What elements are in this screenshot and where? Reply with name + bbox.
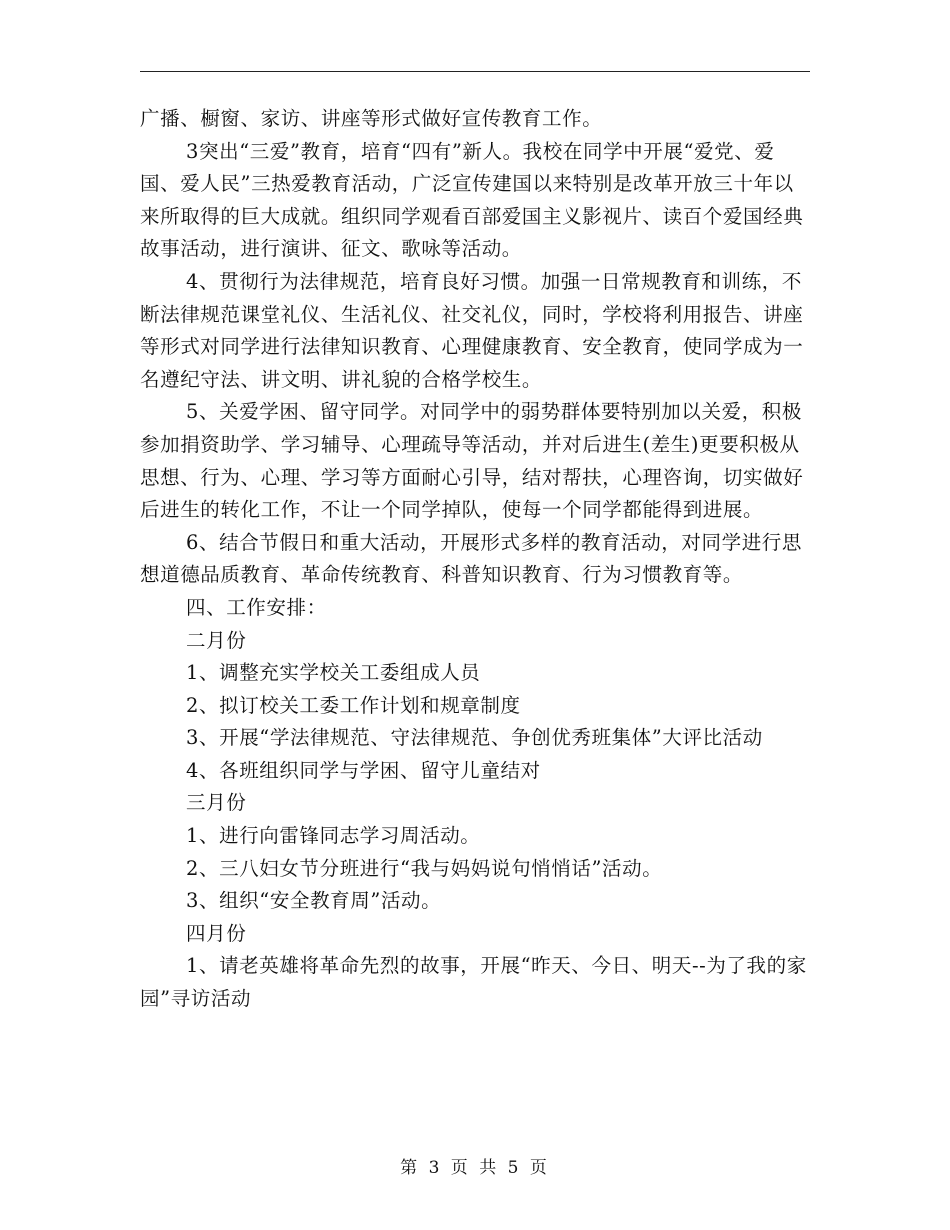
paragraph: 四、工作安排： xyxy=(186,595,327,619)
paragraph: 广播、橱窗、家访、讲座等形式做好宣传教育工作。 xyxy=(140,107,603,130)
paragraph: 3、组织“安全教育周”活动。 xyxy=(186,889,442,913)
paragraph: 3、开展“学法律规范、守法律规范、争创优秀班集体”大评比活动 xyxy=(186,726,763,750)
paragraph: 4、各班组织同学与学困、留守儿童结对 xyxy=(186,758,541,782)
paragraph: 4、贯彻行为法律规范，培育良好习惯。加强一日常规教育和训练，不断法律规范课堂礼仪、生活礼仪、社交礼仪，同时，学校将利用报告、讲座等形式对同学进行法律知识教育、心理健康教育、安全教育，使同学成为一名遵纪守法、讲文明、讲礼貌的合格学校生。 xyxy=(140,269,804,391)
header-rule xyxy=(140,71,810,72)
paragraph: 2、拟订校关工委工作计划和规章制度 xyxy=(186,693,521,717)
paragraph: 四月份 xyxy=(186,921,247,945)
paragraph: 5、关爱学困、留守同学。对同学中的弱势群体要特别加以关爱，积极参加捐资助学、学习辅导、心理疏导等活动，并对后进生(差生)更要积极从思想、行为、心理、学习等方面耐心引导，结对帮扶，心理咨询，切实做好后进生的转化工作，不让一个同学掉队，使每一个同学都能得到进展。 xyxy=(140,400,804,522)
paragraph: 二月份 xyxy=(186,628,247,652)
paragraph: 6、结合节假日和重大活动，开展形式多样的教育活动，对同学进行思想道德品质教育、革命传统教育、科普知识教育、行为习惯教育等。 xyxy=(140,530,803,587)
paragraph: 1、请老英雄将革命先烈的故事，开展“昨天、今日、明天--为了我的家园”寻访活动 xyxy=(140,954,807,1011)
paragraph: 1、调整充实学校关工委组成人员 xyxy=(186,661,481,685)
paragraph: 1、进行向雷锋同志学习周活动。 xyxy=(186,824,481,848)
paragraph: 3突出“三爱”教育，培育“四有”新人。我校在同学中开展“爱党、爱国、爱人民”三热爱教育活动，广泛宣传建国以来特别是改革开放三十年以来所取得的巨大成就。组织同学观看百部爱国主义影视片、读百个爱国经典故事活动，进行演讲、征文、歌咏等活动。 xyxy=(140,139,804,261)
document-body xyxy=(140,103,812,1016)
page-footer: 第 3 页 共 5 页 xyxy=(400,1158,550,1178)
paragraph: 2、三八妇女节分班进行“我与妈妈说句悄悄话”活动。 xyxy=(186,856,663,880)
paragraph: 三月份 xyxy=(186,791,247,815)
